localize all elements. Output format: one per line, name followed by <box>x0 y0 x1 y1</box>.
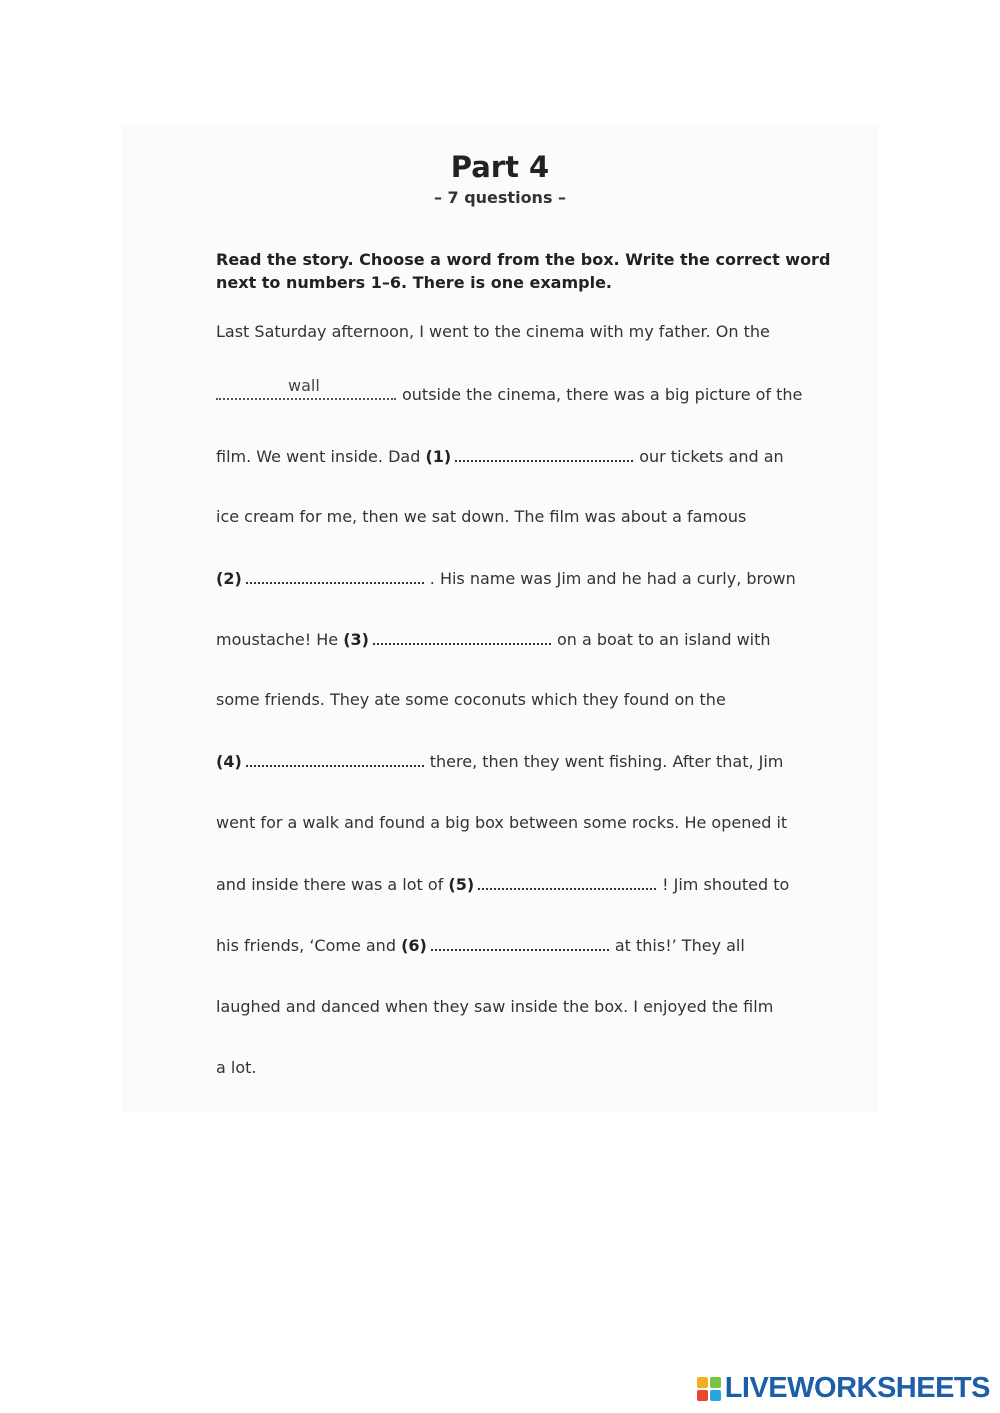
story-text: at this!’ They all <box>614 936 745 955</box>
story-text: our tickets and an <box>639 447 784 466</box>
story-text: a lot. <box>216 1058 257 1077</box>
liveworksheets-logo[interactable] <box>697 1372 990 1405</box>
story-text: Last Saturday afternoon, I went to the cinema with my father. On the <box>216 322 770 341</box>
story-text: and inside there was a lot of <box>216 875 444 894</box>
story-text: ice cream for me, then we sat down. The film was about a famous <box>216 507 747 526</box>
story-line-9 <box>216 813 787 832</box>
answer-blank-3[interactable] <box>373 629 551 645</box>
story-line-10 <box>216 874 789 894</box>
story-text: laughed and danced when they saw inside the box. I enjoyed the film <box>216 997 774 1016</box>
story-line-8 <box>216 751 783 771</box>
answer-blank-2[interactable] <box>246 568 424 584</box>
story-text: on a boat to an island with <box>556 630 771 649</box>
story-line-6 <box>216 629 771 649</box>
story-line-2 <box>216 376 803 404</box>
logo-mark-icon <box>697 1377 721 1401</box>
answer-blank-6[interactable] <box>431 935 609 951</box>
question-number-4: (4) <box>216 752 242 771</box>
story-text: some friends. They ate some coconuts which they found on the <box>216 690 726 709</box>
story-text: ! Jim shouted to <box>662 875 790 894</box>
question-number-6: (6) <box>401 936 427 955</box>
story-text: moustache! He <box>216 630 339 649</box>
story-line-4 <box>216 507 746 526</box>
story-text: film. We went inside. Dad <box>216 447 421 466</box>
answer-blank-5[interactable] <box>478 874 656 890</box>
story-text: there, then they went fishing. After that, Jim <box>429 752 784 771</box>
page-title: Part 4 <box>450 150 550 184</box>
story-text: his friends, ‘Come and <box>216 936 396 955</box>
story-text: . His name was Jim and he had a curly, brown <box>429 569 796 588</box>
example-answer: wall <box>288 376 320 395</box>
story-line-11 <box>216 935 745 955</box>
story-line-1 <box>216 322 770 341</box>
story-line-12 <box>216 997 773 1016</box>
story-line-3 <box>216 446 784 466</box>
story-line-13 <box>216 1058 256 1077</box>
instructions: Read the story. Choose a word from the box. Write the correct word next to numbers 1–6. There is one example. <box>216 250 831 292</box>
question-number-5: (5) <box>448 875 475 894</box>
question-number-2: (2) <box>216 569 242 588</box>
story-text: outside the cinema, there was a big picture of the <box>402 385 803 404</box>
story-line-7 <box>216 690 726 709</box>
answer-blank-4[interactable] <box>246 751 424 767</box>
story-text: went for a walk and found a big box between some rocks. He opened it <box>216 813 788 832</box>
answer-blank-1[interactable] <box>455 446 633 462</box>
page-subtitle: – 7 questions – <box>433 188 567 207</box>
question-number-1: (1) <box>425 447 452 466</box>
story-line-5 <box>216 568 796 588</box>
question-number-3: (3) <box>343 630 369 649</box>
example-blank <box>216 376 396 400</box>
logo-text: LIVEWORKSHEETS <box>724 1372 990 1404</box>
